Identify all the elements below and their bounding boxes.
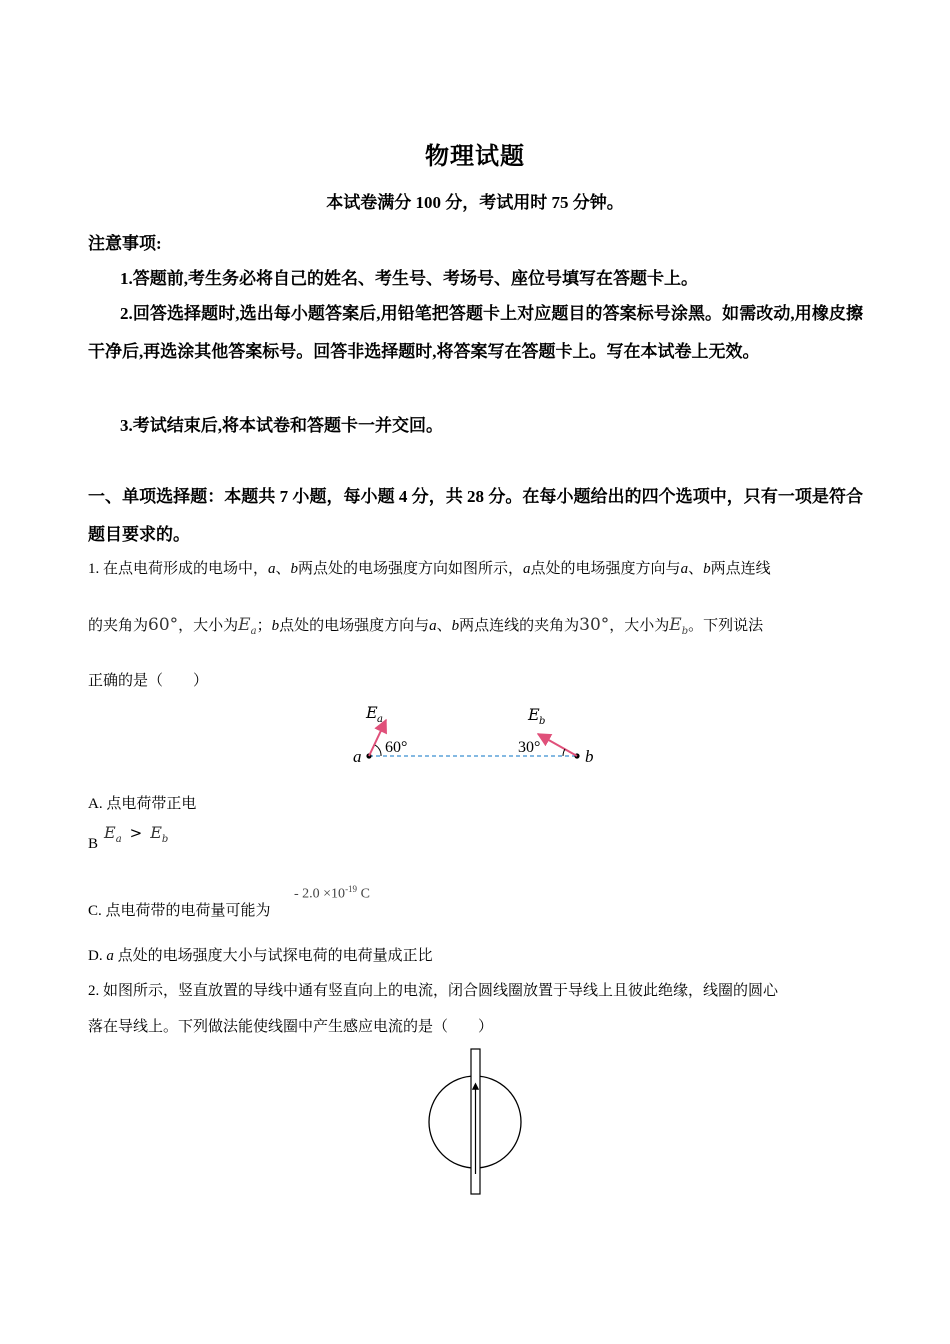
angle-b-label: 30° [518, 739, 541, 756]
angle-arc-b [563, 749, 565, 756]
label-Ea-sub: a [377, 714, 383, 725]
q1-option-a: A. 点电荷带正电 [88, 796, 197, 812]
q1-field-figure [345, 698, 615, 774]
page-title: 物理试题 [425, 144, 525, 170]
q1-option-d: D. a 点处的电场强度大小与试探电荷的电荷量成正比 [88, 948, 433, 964]
q1-line-1: 1. 在点电荷形成的电场中，a、b两点处的电场强度方向如图所示，a点处的电场强度方向与a、b两点连线 [88, 561, 771, 577]
angle-arc-a [375, 745, 381, 756]
q2-coil-figure [420, 1044, 530, 1204]
q1-line-2: 的夹角为60°，大小为$E_a$；b点处的电场强度方向与a、b两点连线的夹角为30°，大小为$E_b$。下列说法 [88, 615, 764, 637]
notice-item-2: 2.回答选择题时,选出每小题答案后,用铅笔把答题卡上对应题目的答案标号涂黑。如需改动,用橡皮擦干净后,再选涂其他答案标号。回答非选择题时,将答案写在答题卡上。写在本试卷上无效。 [88, 304, 863, 361]
q1-option-b-formula: $E_a > E_b$ [104, 823, 169, 846]
point-a-label: a [353, 747, 362, 766]
q1-option-c: C. 点电荷带的电荷量可能为 [88, 903, 271, 919]
label-Eb: E [528, 705, 540, 724]
notice-item-1: 1.答题前,考生务必将自己的姓名、考生号、考场号、座位号填写在答题卡上。 [120, 269, 698, 288]
angle-a-label: 60° [385, 739, 408, 756]
label-Ea: E [366, 703, 378, 722]
q2-line-1: 2. 如图所示，竖直放置的导线中通有竖直向上的电流，闭合圆线圈放置于导线上且彼此绝缘，线圈的圆心 [88, 983, 779, 999]
section-heading: 一、单项选择题：本题共 7 小题，每小题 4 分，共 28 分。在每小题给出的四个选项中，只有一项是符合题目要求的。 [88, 487, 863, 544]
field-arrow-b [538, 734, 577, 756]
q2-line-2: 落在导线上。下列做法能使线圈中产生感应电流的是（ ） [88, 1019, 494, 1035]
point-b-label: b [585, 747, 594, 766]
notice-heading: 注意事项: [88, 234, 162, 253]
q1-line-3: 正确的是（ ） [88, 673, 209, 689]
q1-option-c-value: - $2.0 \times 10^{-19}$ C [294, 884, 370, 902]
label-Eb-sub: b [539, 716, 546, 727]
exam-info: 本试卷满分 100 分，考试用时 75 分钟。 [326, 193, 624, 212]
notice-item-3: 3.考试结束后,将本试卷和答题卡一并交回。 [120, 416, 443, 435]
q1-option-b-label: B [88, 836, 99, 852]
field-arrow-a [369, 720, 386, 756]
